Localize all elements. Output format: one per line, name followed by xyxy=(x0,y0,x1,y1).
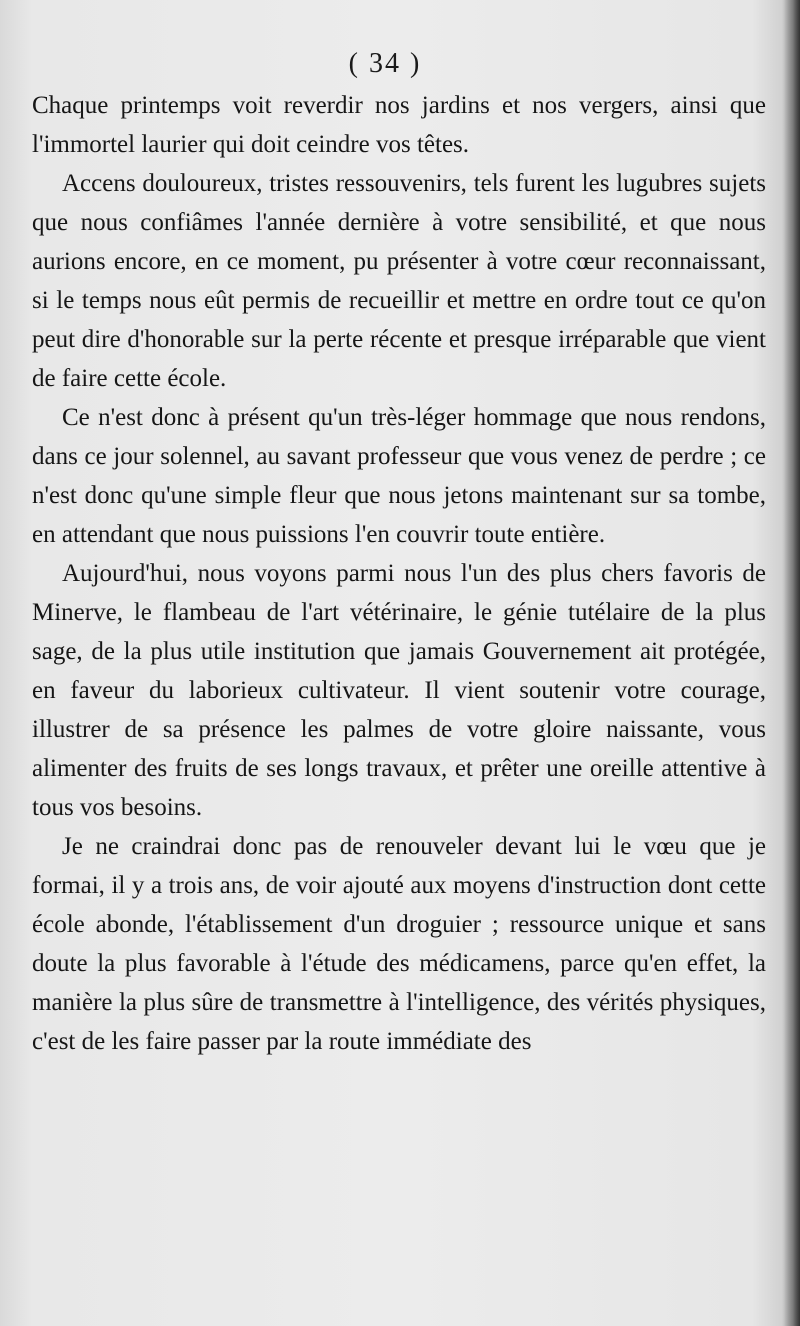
body-text xyxy=(32,86,766,1061)
page-edge-shadow xyxy=(782,0,800,1326)
paragraph-5: Je ne craindrai donc pas de renouveler devant lui le vœu que je formai, il y a trois ans, de voir ajouté aux moyens d'instruction dont cette école abonde, l'établissement d'un droguier ; ressource unique et sans doute la plus favorable à l'étude des médicamens, parce qu'en effet, la manière la plus sûre de transmettre à l'intelligence, des vérités physiques, c'est de les faire passer par la route immédiate des xyxy=(32,833,766,1055)
paragraph-1: Chaque printemps voit reverdir nos jardins et nos vergers, ainsi que l'immortel laurier qui doit ceindre vos têtes. xyxy=(32,92,766,158)
paragraph-3: Ce n'est donc à présent qu'un très-léger hommage que nous rendons, dans ce jour solennel, au savant professeur que vous venez de perdre ; ce n'est donc qu'une simple fleur que nous jetons maintenant sur sa tombe, en attendant que nous puissions l'en couvrir toute entière. xyxy=(32,404,766,548)
paragraph-2: Accens douloureux, tristes ressouvenirs, tels furent les lugubres sujets que nous confiâmes l'année dernière à votre sensibilité, et que nous aurions encore, en ce moment, pu présenter à votre cœur reconnaissant, si le temps nous eût permis de recueillir et mettre en ordre tout ce qu'on peut dire d'honorable sur la perte récente et presque irréparable que vient de faire cette école. xyxy=(32,170,766,392)
page-number: ( 34 ) xyxy=(348,48,422,79)
paragraph-4: Aujourd'hui, nous voyons parmi nous l'un des plus chers favoris de Minerve, le flambeau de l'art vétérinaire, le génie tutélaire de la plus sage, de la plus utile institution que jamais Gouvernement ait protégée, en faveur du laborieux cultivateur. Il vient soutenir votre courage, illustrer de sa présence les palmes de votre gloire naissante, vous alimenter des fruits de ses longs travaux, et prêter une oreille attentive à tous vos besoins. xyxy=(32,560,766,821)
